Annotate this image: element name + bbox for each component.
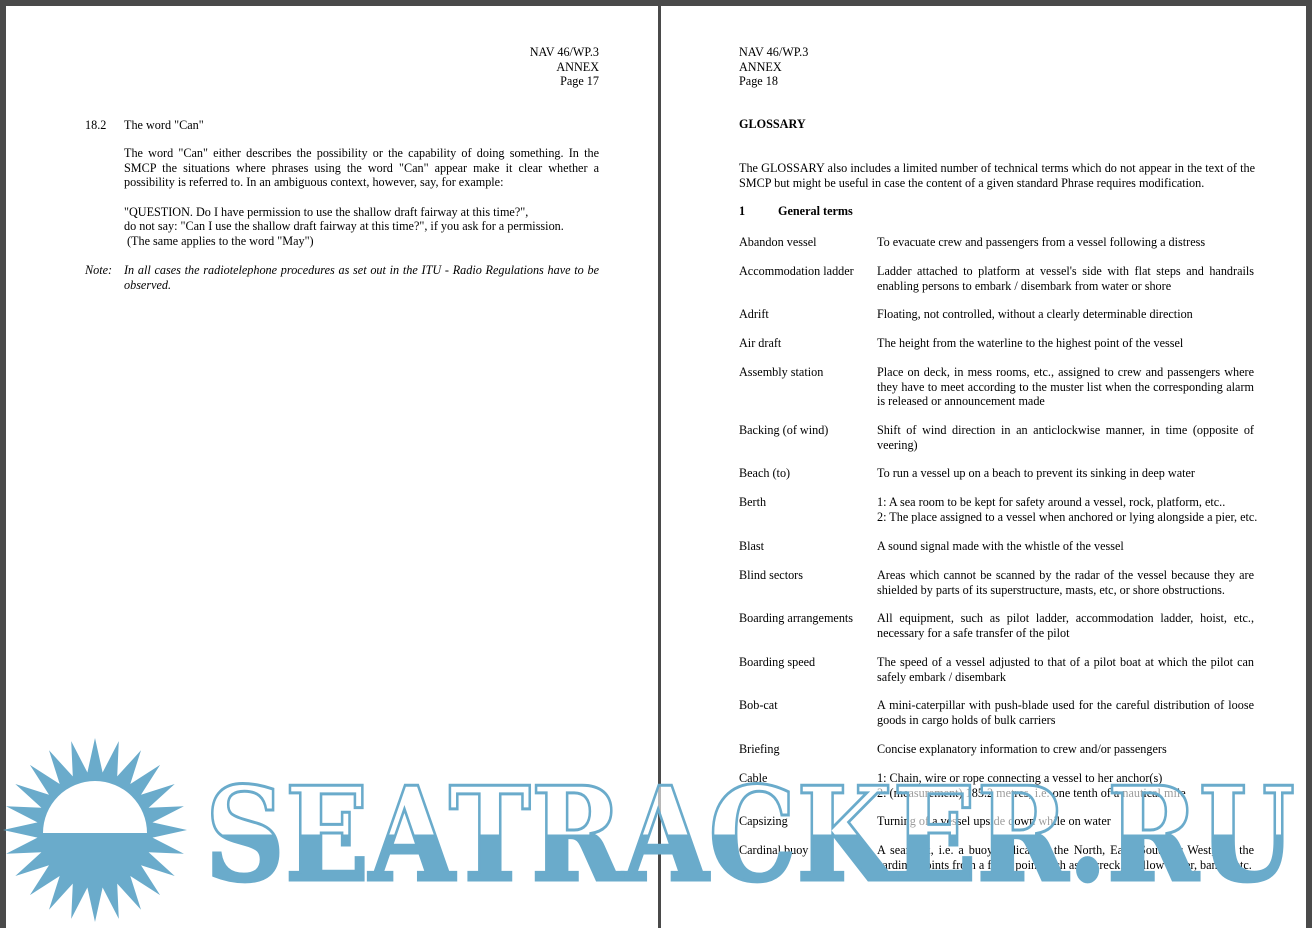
glossary-term: Blast	[739, 539, 765, 553]
section-title: General terms	[778, 204, 853, 218]
doc-code: NAV 46/WP.3	[529, 45, 599, 59]
glossary-definition: Ladder attached to platform at vessel's side with flat steps and handrails enabling persons to embark / disembark from water or shore	[877, 264, 1254, 293]
example-line: do not say: "Can I use the shallow draft fairway at this time?", if you ask for a permission.	[124, 219, 564, 233]
glossary-term: Berth	[739, 495, 767, 509]
glossary-term: Assembly station	[739, 365, 824, 379]
glossary-term: Air draft	[739, 336, 782, 350]
glossary-term: Adrift	[739, 307, 769, 321]
glossary-term: Blind sectors	[739, 568, 803, 582]
glossary-definition: 1: Chain, wire or rope connecting a vessel to her anchor(s) 2: (measurement) 185.2 metres, i.e. one tenth of a nautical mile	[877, 771, 1186, 800]
glossary-definition: Areas which cannot be scanned by the radar of the vessel because they are shielded by parts of its superstructure, masts, etc, or shore obstructions.	[877, 568, 1254, 597]
glossary-definition: The height from the waterline to the highest point of the vessel	[877, 336, 1184, 350]
glossary-term: Cardinal buoy	[739, 843, 809, 857]
annex-label: ANNEX	[739, 59, 782, 74]
glossary-term: Briefing	[739, 742, 780, 756]
doc-code: NAV 46/WP.3	[739, 45, 809, 59]
section-title: The word "Can"	[124, 118, 204, 132]
note-label: Note:	[85, 263, 113, 277]
note-text: In all cases the radiotelephone procedures as set out in the ITU - Radio Regulations have to be observed.	[124, 263, 599, 292]
glossary-intro: The GLOSSARY also includes a limited number of technical terms which do not appear in the text of the SMCP but might be useful in case the content of a given standard Phrase requires modification.	[739, 161, 1255, 190]
glossary-term: Beach (to)	[739, 466, 791, 480]
glossary-definition: Floating, not controlled, without a clearly determinable direction	[877, 307, 1193, 321]
example-line: (The same applies to the word "May")	[127, 234, 314, 248]
page-header	[446, 45, 599, 89]
page-header	[739, 45, 808, 89]
glossary-term: Backing (of wind)	[739, 423, 829, 437]
glossary-definition: Turning of a vessel upside down while on water	[877, 814, 1111, 828]
glossary-definition: Shift of wind direction in an anticlockwise manner, in time (opposite of veering)	[877, 423, 1254, 452]
glossary-definition: All equipment, such as pilot ladder, accommodation ladder, hoist, etc., necessary for a safe transfer of the pilot	[877, 611, 1254, 640]
document-page-18	[661, 6, 1306, 928]
glossary-definition: 1: A sea room to be kept for safety around a vessel, rock, platform, etc.. 2: The place assigned to a vessel when anchored or lying alongside a pier, etc.	[877, 495, 1258, 524]
glossary-term: Boarding speed	[739, 655, 816, 669]
example-line: "QUESTION. Do I have permission to use the shallow draft fairway at this time?",	[124, 205, 529, 219]
glossary-definition: A seamark, i.e. a buoy, indicating the North, East, South or West, i.e. the cardinal points from a fixed point such as a wreck, shallow water, banks, etc.	[877, 843, 1254, 872]
glossary-definition: To run a vessel up on a beach to prevent its sinking in deep water	[877, 466, 1195, 480]
watermark-text: SEATRACKER.RU	[205, 758, 1295, 911]
glossary-term: Boarding arrangements	[739, 611, 854, 625]
glossary-title: GLOSSARY	[739, 117, 806, 131]
glossary-definition: The speed of a vessel adjusted to that of a pilot boat at which the pilot can safely embark / disembark	[877, 655, 1254, 684]
glossary-definition: A sound signal made with the whistle of the vessel	[877, 539, 1124, 553]
page-number: Page 18	[739, 74, 778, 89]
glossary-definition: Place on deck, in mess rooms, etc., assigned to crew and passengers where they have to meet according to the muster list when the corresponding alarm is released or announcement made	[877, 365, 1254, 409]
glossary-definition: To evacuate crew and passengers from a vessel following a distress	[877, 235, 1206, 249]
paragraph: The word "Can" either describes the possibility or the capability of doing something. In the SMCP the situations where phrases using the word "Can" appear make it clear whether a possibility is referred to. In an ambiguous context, however, say, for example:	[124, 146, 599, 190]
glossary-definition: Concise explanatory information to crew and/or passengers	[877, 742, 1167, 756]
document-page-17	[6, 6, 658, 928]
page-number: Page 17	[560, 74, 599, 89]
glossary-term: Bob-cat	[739, 698, 778, 712]
glossary-term: Capsizing	[739, 814, 788, 828]
section-number: 1	[739, 204, 746, 218]
glossary-definition: A mini-caterpillar with push-blade used for the careful distribution of loose goods in cargo holds of bulk carriers	[877, 698, 1254, 727]
glossary-term: Cable	[739, 771, 768, 785]
section-number: 18.2	[85, 118, 107, 132]
glossary-term: Accommodation ladder	[739, 264, 854, 278]
glossary-term: Abandon vessel	[739, 235, 817, 249]
annex-label: ANNEX	[556, 59, 599, 74]
